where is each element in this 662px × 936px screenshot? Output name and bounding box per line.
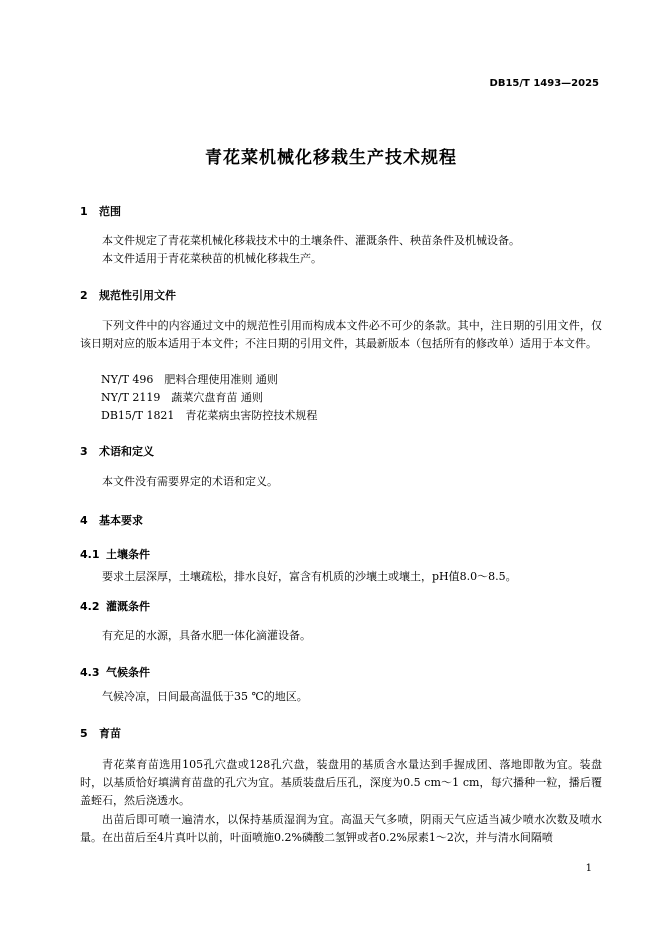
section-number: 1 [80, 205, 88, 218]
subsection-title: 土壤条件 [106, 548, 150, 561]
section-number: 3 [80, 445, 88, 458]
paragraph: 要求土层深厚，土壤疏松，排水良好，富含有机质的沙壤土或壤土，pH值8.0～8.5。 [102, 570, 517, 583]
subsection-title: 气候条件 [106, 666, 150, 679]
subsection-4-1-heading [80, 546, 150, 562]
paragraph: 本文件没有需要界定的术语和定义。 [102, 475, 278, 488]
subsection-4-2-heading [80, 598, 150, 614]
subsection-4-3-heading [80, 664, 150, 680]
section-number: 4 [80, 514, 88, 527]
section-4-heading [80, 512, 143, 528]
subsection-number: 4.1 [80, 548, 100, 561]
section-title: 范围 [99, 205, 121, 218]
paragraph: 出苗后即可喷一遍清水，以保持基质湿润为宜。高温天气多喷，阴雨天气应适当减少喷水次数及喷水量。在出苗后至4片真叶以前，叶面喷施0.2%磷酸二氢钾或者0.2%尿素1～2次，并与清水间隔喷 [80, 813, 602, 844]
section-title: 规范性引用文件 [99, 289, 176, 302]
section-1-heading [80, 203, 121, 219]
paragraph: 有充足的水源，具备水肥一体化滴灌设备。 [102, 629, 311, 642]
section-title: 基本要求 [99, 514, 143, 527]
paragraph: 气候冷凉，日间最高温低于35 ℃的地区。 [102, 690, 308, 703]
paragraph: 本文件适用于青花菜秧苗的机械化移栽生产。 [102, 252, 322, 265]
paragraph: 本文件规定了青花菜机械化移栽技术中的土壤条件、灌溉条件、秧苗条件及机械设备。 [102, 234, 520, 247]
section-title: 术语和定义 [99, 445, 154, 458]
section-3-heading [80, 443, 154, 459]
section-title: 育苗 [99, 727, 121, 740]
page-number: 1 [585, 863, 592, 874]
reference-item: NY/T 496 肥料合理使用准则 通则 [101, 373, 278, 386]
standard-code: DB15/T 1493—2025 [489, 78, 599, 89]
section-number: 5 [80, 727, 88, 740]
reference-item: NY/T 2119 蔬菜穴盘育苗 通则 [101, 391, 263, 404]
subsection-title: 灌溉条件 [106, 600, 150, 613]
subsection-number: 4.2 [80, 600, 100, 613]
paragraph: 青花菜育苗选用105孔穴盘或128孔穴盘，装盘用的基质含水量达到手握成团、落地即散为宜。装盘时，以基质恰好填满育苗盘的孔穴为宜。基质装盘后压孔，深度为0.5 cm～1 cm，每穴播种一粒，播后覆盖蛭石，然后浇透水。 [80, 758, 602, 807]
subsection-number: 4.3 [80, 666, 100, 679]
paragraph: 下列文件中的内容通过文中的规范性引用而构成本文件必不可少的条款。其中，注日期的引用文件，仅该日期对应的版本适用于本文件；不注日期的引用文件，其最新版本（包括所有的修改单）适用于本文件。 [80, 319, 602, 350]
section-number: 2 [80, 289, 88, 302]
section-2-heading [80, 287, 176, 303]
document-title: 青花菜机械化移栽生产技术规程 [205, 148, 457, 168]
section-5-heading [80, 725, 121, 741]
reference-item: DB15/T 1821 青花菜病虫害防控技术规程 [101, 409, 318, 422]
